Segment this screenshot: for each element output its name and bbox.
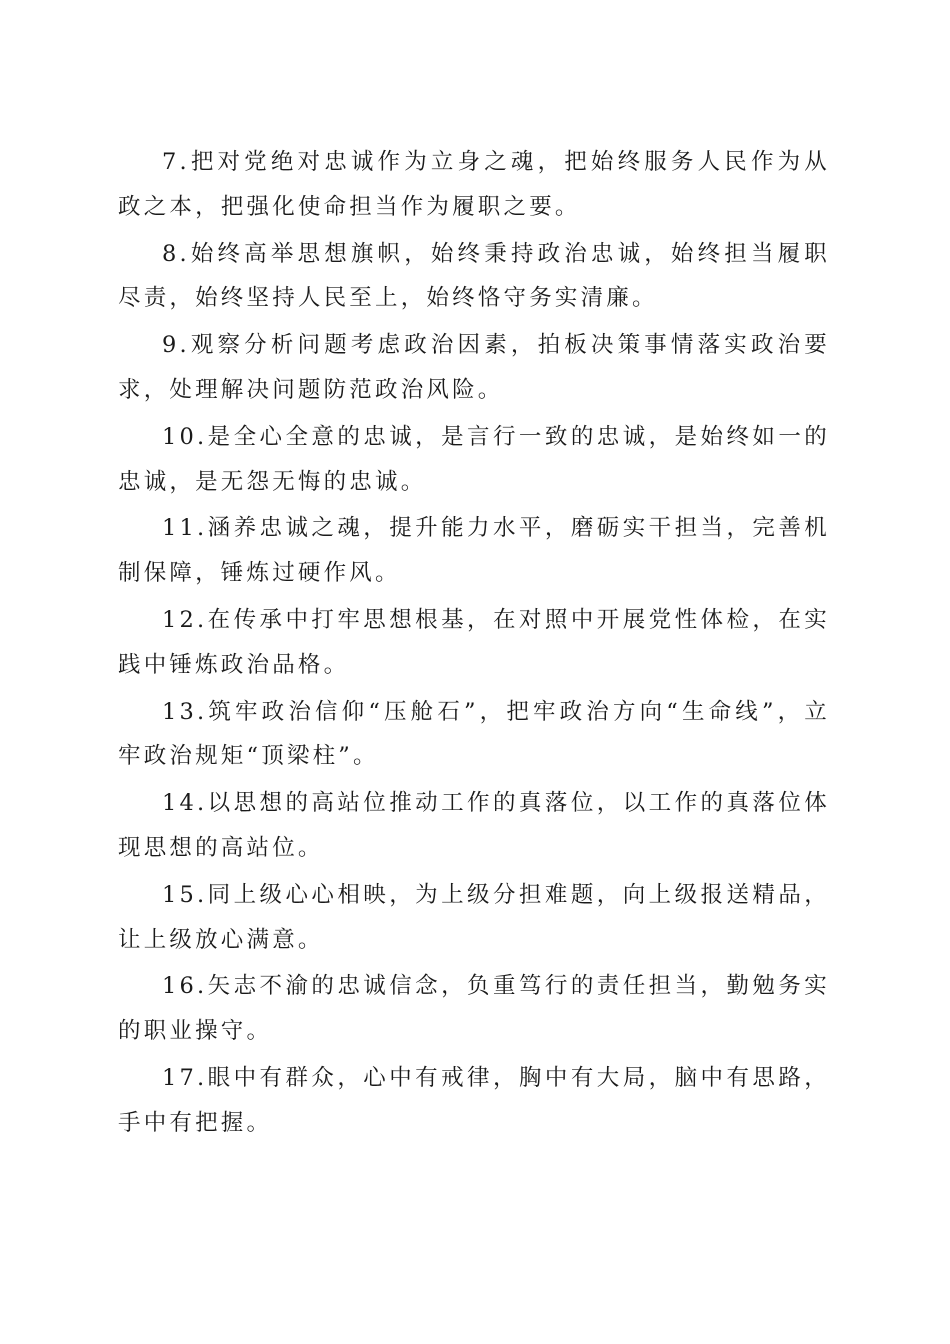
paragraph-17: 17.眼中有群众，心中有戒律，胸中有大局，脑中有思路，手中有把握。 [118,1064,830,1136]
paragraph-12: 12.在传承中打牢思想根基，在对照中开展党性体检，在实践中锤炼政治品格。 [118,606,830,678]
document-page [118,140,830,1148]
paragraph-15: 15.同上级心心相映，为上级分担难题，向上级报送精品，让上级放心满意。 [118,881,830,953]
paragraph-7: 7.把对党绝对忠诚作为立身之魂，把始终服务人民作为从政之本，把强化使命担当作为履职之要。 [118,149,830,220]
paragraph-10: 10.是全心全意的忠诚，是言行一致的忠诚，是始终如一的忠诚，是无怨无悔的忠诚。 [118,423,830,495]
paragraph-11: 11.涵养忠诚之魂，提升能力水平，磨砺实干担当，完善机制保障，锤炼过硬作风。 [118,515,830,587]
paragraph-14: 14.以思想的高站位推动工作的真落位，以工作的真落位体现思想的高站位。 [118,790,830,861]
paragraph-13: 13.筑牢政治信仰“压舱石”，把牢政治方向“生命线”，立牢政治规矩“顶梁柱”。 [118,698,830,770]
paragraph-8: 8.始终高举思想旗帜，始终秉持政治忠诚，始终担当履职尽责，始终坚持人民至上，始终恪守务实清廉。 [118,240,830,312]
paragraph-9: 9.观察分析问题考虑政治因素，拍板决策事情落实政治要求，处理解决问题防范政治风险。 [118,332,830,403]
paragraph-16: 16.矢志不渝的忠诚信念，负重笃行的责任担当，勤勉务实的职业操守。 [118,973,830,1045]
